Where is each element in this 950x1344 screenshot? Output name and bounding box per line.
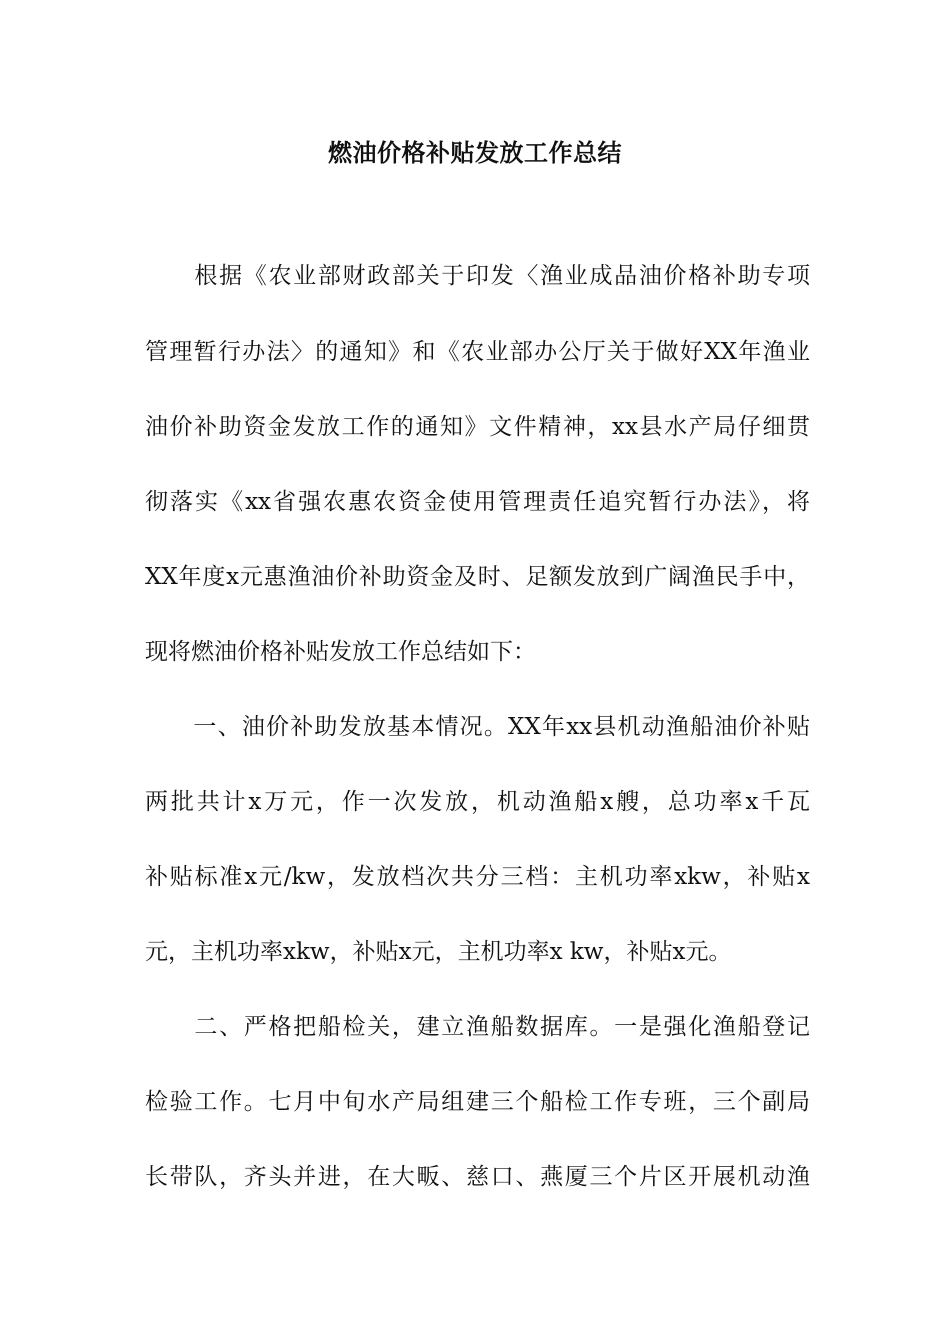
paragraph-line: 长带队，齐头并进，在大畈、慈口、燕厦三个片区开展机动渔 — [145, 1164, 810, 1190]
paragraph-line: 补贴标准x元/kw，发放档次共分三档：主机功率xkw，补贴x — [145, 864, 810, 890]
paragraph-line: 油价补助资金发放工作的通知》文件精神，xx县水产局仔细贯 — [145, 414, 810, 440]
paragraph-line: 管理暂行办法〉的通知》和《农业部办公厅关于做好XX年渔业 — [145, 339, 810, 365]
document-title: 燃油价格补贴发放工作总结 — [328, 139, 622, 167]
paragraph-line: 现将燃油价格补贴发放工作总结如下： — [145, 639, 536, 665]
paragraph-line: 检验工作。七月中旬水产局组建三个船检工作专班，三个副局 — [145, 1089, 810, 1115]
paragraph-line: 一、油价补助发放基本情况。XX年xx县机动渔船油价补贴 — [145, 714, 810, 740]
paragraph-line: XX年度x元惠渔油价补助资金及时、足额发放到广阔渔民手中， — [145, 564, 810, 590]
paragraph-line: 根据《农业部财政部关于印发〈渔业成品油价格补助专项 — [145, 263, 810, 289]
paragraph-line: 彻落实《xx省强农惠农资金使用管理责任追究暂行办法》，将 — [145, 489, 810, 515]
paragraph-line: 二、严格把船检关，建立渔船数据库。一是强化渔船登记 — [145, 1014, 810, 1040]
paragraph-line: 两批共计x万元，作一次发放，机动渔船x艘，总功率x千瓦 — [145, 789, 810, 815]
paragraph-line: 元，主机功率xkw，补贴x元，主机功率x kw，补贴x元。 — [145, 939, 732, 965]
